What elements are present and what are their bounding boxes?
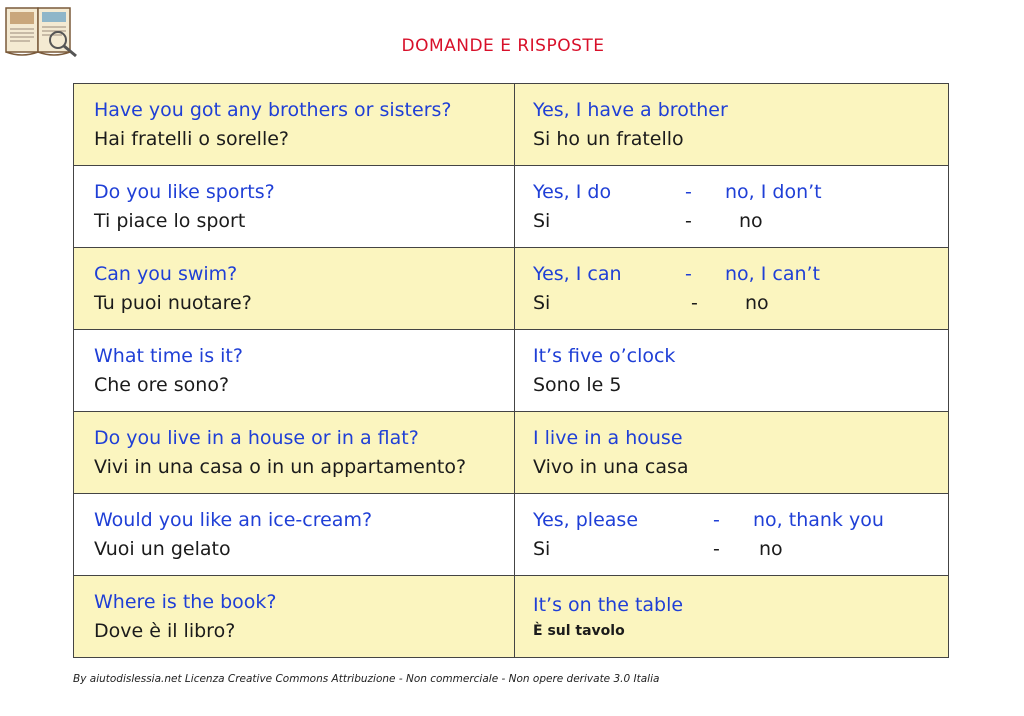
question-english: What time is it? (94, 344, 243, 367)
answer-italian (533, 289, 930, 318)
question-italian: Ti piace lo sport (94, 209, 246, 232)
question-english: Do you live in a house or in a flat? (94, 426, 419, 449)
answer-no: no, I don’t (725, 180, 822, 203)
answer-english (533, 178, 930, 207)
answer-english (533, 506, 930, 535)
question-italian: Vuoi un gelato (94, 537, 231, 560)
table-row (74, 412, 949, 494)
question-cell (74, 248, 515, 330)
answer-yes: Yes, please (533, 508, 639, 531)
qa-table (73, 83, 949, 658)
question-italian: Tu puoi nuotare? (94, 291, 252, 314)
answer-dash: - (713, 508, 720, 531)
page-title: DOMANDE E RISPOSTE (401, 36, 605, 56)
question-english: Have you got any brothers or sisters? (94, 98, 452, 121)
table-row (74, 166, 949, 248)
answer-dash: - (685, 262, 692, 285)
question-italian: Hai fratelli o sorelle? (94, 127, 290, 150)
answer-no: no (759, 537, 783, 560)
answer-english (533, 260, 930, 289)
answer-english: I live in a house (533, 426, 683, 449)
table-row (74, 84, 949, 166)
answer-yes: Yes, I do (533, 180, 612, 203)
answer-italian: È sul tavolo (533, 623, 625, 639)
answer-no: no (745, 291, 769, 314)
answer-no: no, I can’t (725, 262, 821, 285)
answer-dash: - (685, 180, 692, 203)
answer-italian (533, 207, 930, 236)
answer-dash: - (691, 291, 698, 314)
answer-yes: Si (533, 209, 551, 232)
answer-italian: Si ho un fratello (533, 127, 684, 150)
question-cell (74, 330, 515, 412)
answer-yes: Si (533, 537, 551, 560)
table-row (74, 330, 949, 412)
answer-italian: Vivo in una casa (533, 455, 689, 478)
question-italian: Dove è il libro? (94, 619, 236, 642)
question-cell (74, 412, 515, 494)
answer-italian: Sono le 5 (533, 373, 622, 396)
answer-yes: Yes, I can (533, 262, 622, 285)
answer-no: no (739, 209, 763, 232)
question-cell (74, 166, 515, 248)
answer-english: It’s five o’clock (533, 344, 676, 367)
answer-cell (515, 166, 949, 248)
answer-english: Yes, I have a brother (533, 98, 728, 121)
table-row (74, 248, 949, 330)
answer-cell (515, 84, 949, 166)
question-italian: Vivi in una casa o in un appartamento? (94, 455, 467, 478)
question-english: Would you like an ice-cream? (94, 508, 373, 531)
question-cell (74, 84, 515, 166)
license-footer: By aiutodislessia.net Licenza Creative Commons Attribuzione - Non commerciale - Non opere derivate 3.0 Italia (73, 673, 660, 685)
answer-no: no, thank you (753, 508, 884, 531)
answer-cell (515, 576, 949, 658)
question-italian: Che ore sono? (94, 373, 230, 396)
question-english: Where is the book? (94, 590, 277, 613)
answer-cell (515, 248, 949, 330)
question-english: Do you like sports? (94, 180, 275, 203)
answer-cell (515, 330, 949, 412)
table-row (74, 576, 949, 658)
answer-cell (515, 412, 949, 494)
table-row (74, 494, 949, 576)
question-cell (74, 494, 515, 576)
answer-yes: Si (533, 291, 551, 314)
answer-cell (515, 494, 949, 576)
answer-english: It’s on the table (533, 594, 684, 616)
question-cell (74, 576, 515, 658)
answer-dash: - (713, 537, 720, 560)
question-english: Can you swim? (94, 262, 238, 285)
answer-italian (533, 535, 930, 564)
answer-dash: - (685, 209, 692, 232)
